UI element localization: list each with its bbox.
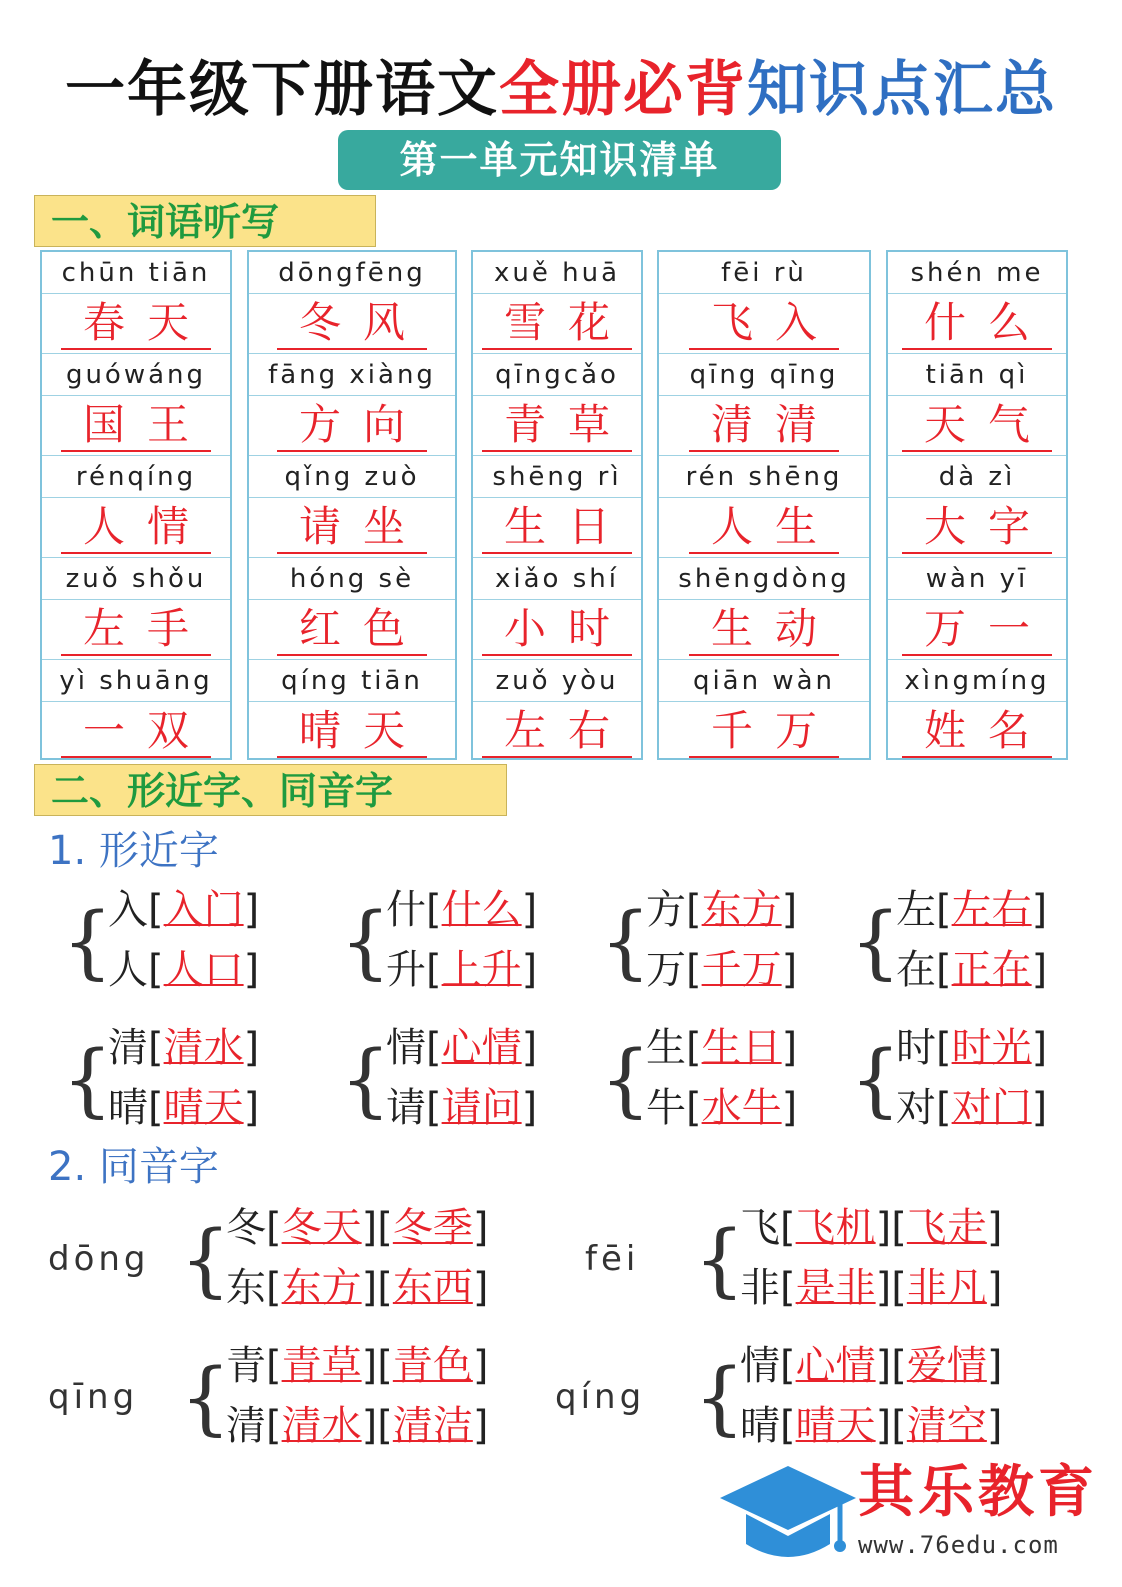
bracket-close: ] <box>875 1403 892 1449</box>
vocab-hanzi: 清清 <box>689 400 839 452</box>
brace-symbol: { <box>850 1033 901 1126</box>
bracket-close: ] <box>361 1343 378 1389</box>
similar-line <box>386 1020 537 1076</box>
vocab-hanzi: 红色 <box>277 604 427 656</box>
vocab-hanzi-cell <box>659 498 869 558</box>
vocab-pinyin: dōngfēng <box>249 252 455 294</box>
homophone-word: 非凡 <box>906 1265 987 1311</box>
vocab-column <box>657 250 871 760</box>
bracket-open: [ <box>891 1343 907 1389</box>
vocab-pinyin: qǐng zuò <box>249 456 455 498</box>
brace-symbol: { <box>850 895 901 988</box>
bracket-open: [ <box>891 1265 907 1311</box>
bracket-close: ] <box>986 1205 1003 1251</box>
bracket-close: ] <box>361 1205 378 1251</box>
vocab-hanzi-cell <box>473 702 641 762</box>
vocab-hanzi-cell <box>659 294 869 354</box>
bracket-open: [ <box>686 887 702 933</box>
similar-line <box>646 882 797 938</box>
homophone-pinyin: qīng <box>48 1377 139 1417</box>
brace-symbol: { <box>180 1213 231 1306</box>
homophone-line <box>226 1338 488 1394</box>
similar-line <box>108 1080 259 1136</box>
homophone-group <box>180 1200 500 1320</box>
graduation-cap-icon <box>718 1458 858 1578</box>
homophone-word: 冬天 <box>281 1205 362 1251</box>
vocab-hanzi: 万一 <box>902 604 1052 656</box>
similar-word: 生日 <box>701 1025 782 1071</box>
bracket-close: ] <box>361 1265 378 1311</box>
vocab-pinyin: qíng tiān <box>249 660 455 702</box>
vocab-hanzi-cell <box>42 396 230 456</box>
homophone-char: 青 <box>226 1343 266 1389</box>
vocab-pinyin: xiǎo shí <box>473 558 641 600</box>
vocab-hanzi: 姓名 <box>902 706 1052 758</box>
homophone-char: 非 <box>740 1265 780 1311</box>
bracket-open: [ <box>686 1085 702 1131</box>
bracket-close: ] <box>1031 887 1048 933</box>
similar-word: 什么 <box>441 887 522 933</box>
homophone-word: 清水 <box>281 1403 362 1449</box>
bracket-close: ] <box>1031 1025 1048 1071</box>
homophone-line <box>740 1200 1002 1256</box>
vocab-hanzi: 人情 <box>61 502 211 554</box>
title-part1: 一年级下册语文 <box>65 55 499 125</box>
similar-line <box>386 1080 537 1136</box>
vocab-pinyin: yì shuāng <box>42 660 230 702</box>
similar-pair <box>340 882 580 1002</box>
bracket-close: ] <box>986 1403 1003 1449</box>
brand-name: 其乐教育 <box>858 1460 1098 1525</box>
vocab-pinyin: rén shēng <box>659 456 869 498</box>
vocab-column <box>471 250 643 760</box>
similar-line <box>108 942 259 998</box>
vocab-hanzi: 什么 <box>902 298 1052 350</box>
bracket-open: [ <box>377 1403 393 1449</box>
vocab-hanzi: 方向 <box>277 400 427 452</box>
brace-symbol: { <box>62 1033 113 1126</box>
bracket-close: ] <box>781 1025 798 1071</box>
bracket-close: ] <box>472 1343 489 1389</box>
bracket-close: ] <box>472 1403 489 1449</box>
brace-symbol: { <box>694 1351 745 1444</box>
vocab-column <box>886 250 1068 760</box>
vocab-hanzi-cell <box>249 396 455 456</box>
bracket-open: [ <box>148 887 164 933</box>
homophone-word: 冬季 <box>392 1205 473 1251</box>
similar-pair <box>340 1020 580 1140</box>
homophone-line <box>226 1260 488 1316</box>
bracket-close: ] <box>521 887 538 933</box>
homophone-group <box>694 1338 1014 1458</box>
similar-char: 什 <box>386 887 426 933</box>
vocab-pinyin: rénqíng <box>42 456 230 498</box>
bracket-open: [ <box>891 1205 907 1251</box>
similar-line <box>896 882 1047 938</box>
vocab-hanzi: 飞入 <box>689 298 839 350</box>
homophone-word: 青草 <box>281 1343 362 1389</box>
similar-char: 升 <box>386 947 426 993</box>
vocab-hanzi: 千万 <box>689 706 839 758</box>
bracket-open: [ <box>148 1025 164 1071</box>
vocab-pinyin: dà zì <box>888 456 1066 498</box>
homophone-word: 清洁 <box>392 1403 473 1449</box>
vocab-hanzi-cell <box>659 396 869 456</box>
bracket-open: [ <box>266 1343 282 1389</box>
bracket-open: [ <box>377 1265 393 1311</box>
vocab-pinyin: guówáng <box>42 354 230 396</box>
bracket-open: [ <box>426 1025 442 1071</box>
similar-char: 时 <box>896 1025 936 1071</box>
vocab-pinyin: wàn yī <box>888 558 1066 600</box>
vocab-hanzi: 左手 <box>61 604 211 656</box>
homophone-word: 青色 <box>392 1343 473 1389</box>
bracket-open: [ <box>266 1205 282 1251</box>
bracket-open: [ <box>686 947 702 993</box>
brand-logo <box>718 1458 1108 1578</box>
bracket-open: [ <box>936 947 952 993</box>
vocab-pinyin: tiān qì <box>888 354 1066 396</box>
vocab-hanzi: 生动 <box>689 604 839 656</box>
vocab-pinyin: shēngdòng <box>659 558 869 600</box>
similar-char: 情 <box>386 1025 426 1071</box>
section-heading-similar: 二、形近字、同音字 <box>34 764 507 816</box>
vocab-hanzi-cell <box>42 498 230 558</box>
bracket-close: ] <box>781 1085 798 1131</box>
similar-char: 万 <box>646 947 686 993</box>
similar-word: 入门 <box>163 887 244 933</box>
bracket-close: ] <box>875 1265 892 1311</box>
vocab-hanzi-cell <box>888 498 1066 558</box>
bracket-close: ] <box>243 1025 260 1071</box>
similar-char: 对 <box>896 1085 936 1131</box>
bracket-open: [ <box>936 1085 952 1131</box>
vocab-hanzi: 国王 <box>61 400 211 452</box>
homophone-word: 清空 <box>906 1403 987 1449</box>
vocab-pinyin: shēng rì <box>473 456 641 498</box>
similar-word: 对门 <box>951 1085 1032 1131</box>
title-part2: 全册必背 <box>499 55 747 125</box>
bracket-open: [ <box>780 1205 796 1251</box>
similar-line <box>896 1080 1047 1136</box>
homophone-char: 晴 <box>740 1403 780 1449</box>
similar-char: 清 <box>108 1025 148 1071</box>
similar-word: 时光 <box>951 1025 1032 1071</box>
bracket-close: ] <box>521 1025 538 1071</box>
similar-pair <box>62 1020 302 1140</box>
vocab-hanzi-cell <box>888 396 1066 456</box>
homophone-line <box>740 1338 1002 1394</box>
bracket-open: [ <box>148 1085 164 1131</box>
homophone-char: 情 <box>740 1343 780 1389</box>
similar-line <box>108 882 259 938</box>
vocab-hanzi-cell <box>888 702 1066 762</box>
similar-pair <box>62 882 302 1002</box>
vocab-hanzi: 人生 <box>689 502 839 554</box>
vocab-pinyin: zuǒ yòu <box>473 660 641 702</box>
similar-char: 生 <box>646 1025 686 1071</box>
vocab-hanzi-cell <box>659 702 869 762</box>
vocab-hanzi-cell <box>659 600 869 660</box>
bracket-open: [ <box>936 887 952 933</box>
homophone-line <box>740 1260 1002 1316</box>
similar-char: 晴 <box>108 1085 148 1131</box>
vocab-hanzi-cell <box>473 498 641 558</box>
similar-pair <box>600 1020 840 1140</box>
similar-char: 人 <box>108 947 148 993</box>
brace-symbol: { <box>180 1351 231 1444</box>
bracket-close: ] <box>243 887 260 933</box>
homophone-word: 爱情 <box>906 1343 987 1389</box>
vocab-hanzi-cell <box>888 294 1066 354</box>
vocab-pinyin: qīngcǎo <box>473 354 641 396</box>
similar-char: 请 <box>386 1085 426 1131</box>
similar-line <box>386 882 537 938</box>
similar-word: 心情 <box>441 1025 522 1071</box>
homophone-word: 东西 <box>392 1265 473 1311</box>
vocab-hanzi-cell <box>473 294 641 354</box>
similar-word: 东方 <box>701 887 782 933</box>
brace-symbol: { <box>340 1033 391 1126</box>
similar-line <box>646 942 797 998</box>
bracket-open: [ <box>936 1025 952 1071</box>
vocab-hanzi: 雪花 <box>482 298 632 350</box>
similar-line <box>646 1020 797 1076</box>
homophone-line <box>226 1200 488 1256</box>
vocab-hanzi: 小时 <box>482 604 632 656</box>
bracket-open: [ <box>148 947 164 993</box>
vocab-pinyin: xuě huā <box>473 252 641 294</box>
title-part3: 知识点汇总 <box>747 55 1057 125</box>
bracket-close: ] <box>472 1205 489 1251</box>
vocab-hanzi: 大字 <box>902 502 1052 554</box>
similar-char: 在 <box>896 947 936 993</box>
similar-word: 请问 <box>441 1085 522 1131</box>
bracket-close: ] <box>361 1403 378 1449</box>
similar-line <box>108 1020 259 1076</box>
vocab-pinyin: hóng sè <box>249 558 455 600</box>
bracket-open: [ <box>266 1265 282 1311</box>
vocab-pinyin: fēi rù <box>659 252 869 294</box>
vocab-hanzi-cell <box>249 498 455 558</box>
similar-char: 牛 <box>646 1085 686 1131</box>
similar-word: 正在 <box>951 947 1032 993</box>
bracket-close: ] <box>243 1085 260 1131</box>
vocab-hanzi: 左右 <box>482 706 632 758</box>
vocab-column <box>247 250 457 760</box>
brace-symbol: { <box>600 1033 651 1126</box>
brace-symbol: { <box>694 1213 745 1306</box>
similar-word: 晴天 <box>163 1085 244 1131</box>
vocab-hanzi: 青草 <box>482 400 632 452</box>
homophone-group <box>694 1200 1014 1320</box>
brace-symbol: { <box>340 895 391 988</box>
bracket-open: [ <box>780 1403 796 1449</box>
homophone-line <box>226 1398 488 1454</box>
vocab-hanzi: 晴天 <box>277 706 427 758</box>
vocab-hanzi: 冬风 <box>277 298 427 350</box>
homophone-pinyin: fēi <box>585 1239 640 1279</box>
similar-pair <box>850 1020 1090 1140</box>
vocab-pinyin: zuǒ shǒu <box>42 558 230 600</box>
similar-char: 左 <box>896 887 936 933</box>
bracket-close: ] <box>875 1205 892 1251</box>
vocab-hanzi: 请坐 <box>277 502 427 554</box>
brace-symbol: { <box>600 895 651 988</box>
similar-line <box>896 942 1047 998</box>
homophone-word: 是非 <box>795 1265 876 1311</box>
bracket-open: [ <box>426 947 442 993</box>
bracket-open: [ <box>780 1265 796 1311</box>
subheading-similar-chars: 1. 形近字 <box>48 828 219 874</box>
bracket-open: [ <box>377 1343 393 1389</box>
vocab-column <box>40 250 232 760</box>
bracket-open: [ <box>266 1403 282 1449</box>
bracket-open: [ <box>426 1085 442 1131</box>
homophone-pinyin: qíng <box>555 1377 646 1417</box>
similar-pair <box>850 882 1090 1002</box>
bracket-close: ] <box>781 887 798 933</box>
vocab-hanzi: 天气 <box>902 400 1052 452</box>
vocab-pinyin: fāng xiàng <box>249 354 455 396</box>
bracket-open: [ <box>780 1343 796 1389</box>
vocab-hanzi-cell <box>42 600 230 660</box>
bracket-close: ] <box>875 1343 892 1389</box>
vocab-hanzi-cell <box>888 600 1066 660</box>
homophone-char: 清 <box>226 1403 266 1449</box>
vocab-hanzi: 生日 <box>482 502 632 554</box>
vocab-hanzi-cell <box>249 702 455 762</box>
similar-char: 方 <box>646 887 686 933</box>
vocab-hanzi: 一双 <box>61 706 211 758</box>
bracket-close: ] <box>986 1343 1003 1389</box>
bracket-close: ] <box>986 1265 1003 1311</box>
similar-word: 清水 <box>163 1025 244 1071</box>
similar-word: 千万 <box>701 947 782 993</box>
homophone-pinyin: dōng <box>48 1239 150 1279</box>
homophone-word: 晴天 <box>795 1403 876 1449</box>
bracket-open: [ <box>377 1205 393 1251</box>
vocab-pinyin: shén me <box>888 252 1066 294</box>
brand-url: www.76edu.com <box>858 1531 1059 1559</box>
bracket-open: [ <box>426 887 442 933</box>
bracket-close: ] <box>521 1085 538 1131</box>
similar-word: 水牛 <box>701 1085 782 1131</box>
unit-banner: 第一单元知识清单 <box>338 130 781 190</box>
vocab-hanzi-cell <box>42 702 230 762</box>
homophone-group <box>180 1338 500 1458</box>
bracket-close: ] <box>472 1265 489 1311</box>
similar-line <box>896 1020 1047 1076</box>
vocab-pinyin: xìngmíng <box>888 660 1066 702</box>
vocab-hanzi-cell <box>42 294 230 354</box>
vocab-hanzi-cell <box>473 600 641 660</box>
homophone-line <box>740 1398 1002 1454</box>
bracket-close: ] <box>243 947 260 993</box>
section-heading-vocab: 一、词语听写 <box>34 195 376 247</box>
homophone-word: 飞走 <box>906 1205 987 1251</box>
vocab-hanzi-cell <box>249 600 455 660</box>
similar-line <box>386 942 537 998</box>
page-title <box>0 50 1122 130</box>
homophone-word: 东方 <box>281 1265 362 1311</box>
bracket-close: ] <box>1031 947 1048 993</box>
vocab-pinyin: chūn tiān <box>42 252 230 294</box>
brace-symbol: { <box>62 895 113 988</box>
homophone-char: 东 <box>226 1265 266 1311</box>
homophone-word: 飞机 <box>795 1205 876 1251</box>
homophone-word: 心情 <box>795 1343 876 1389</box>
similar-pair <box>600 882 840 1002</box>
homophone-char: 冬 <box>226 1205 266 1251</box>
similar-char: 入 <box>108 887 148 933</box>
similar-word: 左右 <box>951 887 1032 933</box>
similar-word: 人口 <box>163 947 244 993</box>
vocab-pinyin: qiān wàn <box>659 660 869 702</box>
vocab-hanzi-cell <box>473 396 641 456</box>
bracket-close: ] <box>1031 1085 1048 1131</box>
similar-line <box>646 1080 797 1136</box>
vocab-hanzi-cell <box>249 294 455 354</box>
bracket-close: ] <box>521 947 538 993</box>
vocab-pinyin: qīng qīng <box>659 354 869 396</box>
subheading-homophones: 2. 同音字 <box>48 1144 219 1190</box>
bracket-open: [ <box>686 1025 702 1071</box>
similar-word: 上升 <box>441 947 522 993</box>
vocab-hanzi: 春天 <box>61 298 211 350</box>
homophone-char: 飞 <box>740 1205 780 1251</box>
bracket-close: ] <box>781 947 798 993</box>
bracket-open: [ <box>891 1403 907 1449</box>
